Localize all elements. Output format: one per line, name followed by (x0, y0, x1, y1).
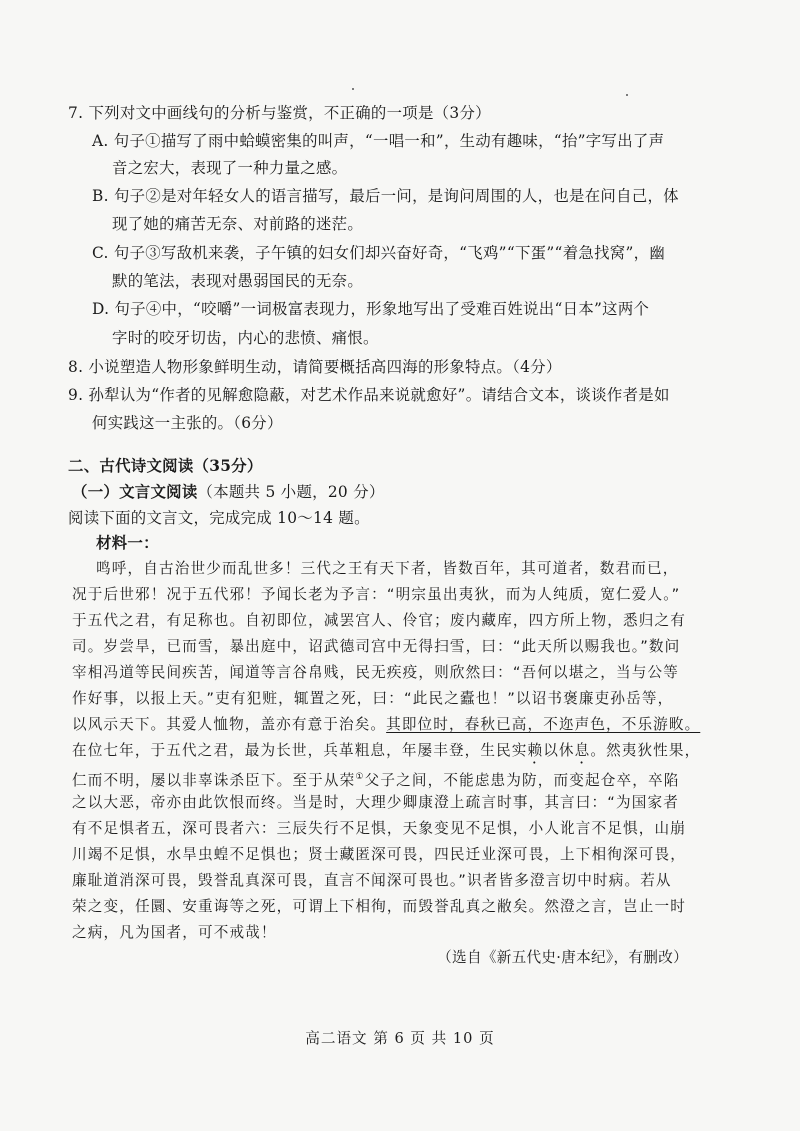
question-9-line2: 何实践这一主张的。（6分） (92, 414, 283, 432)
dotted-word: 赖 (527, 742, 544, 759)
option-d-line2: 字时的咬牙切齿，内心的悲愤、痛恨。 (112, 329, 379, 347)
passage-text: 。然夷狄性果， (590, 742, 701, 759)
passage-text: 仁而不明，屡以非辜诛杀臣下。至于从荣 (72, 771, 356, 789)
footnote-marker: ① (355, 772, 365, 782)
passage-line: 之病，凡为国者，可不戒哉！ (72, 924, 277, 941)
passage-line: 廉耻道消深可畏，毁誉乱真深可畏，直言不闻深可畏也。”识者皆多澄言切中时病。若从 (72, 872, 672, 889)
passage-line: 作好事，以报上天。”吏有犯赃，辄置之死，曰：“此民之蠹也！”以诏书褒廉吏孙岳等， (72, 690, 674, 707)
option-d-line1: D. 句子④中，“咬嚼”一词极富表现力，形象地写出了受难百姓说出“日本”这两个 (92, 300, 650, 318)
passage-line: 宰相冯道等民间疾苦，闻道等言谷帛贱，民无疾疫，则欣然曰：“吾何以堪之，当与公等 (72, 664, 679, 681)
passage-text: 父子之间，不能虑患为防，而变起仓卒，卒陷 (364, 771, 680, 789)
passage-line: 于五代之君，有足称也。自初即位，减罢宫人、伶官；废内藏库，四方所上物，悉归之有 (72, 612, 687, 629)
subsection-title: （一）文言文阅读 (72, 483, 198, 501)
scan-speck (626, 94, 628, 96)
passage-source: （选自《新五代史·唐本纪》，有删改） (437, 949, 688, 966)
reading-instruction: 阅读下面的文言文，完成完成 10～14 题。 (68, 509, 370, 527)
passage-line: 荣之变，任圜、安重诲等之死，可谓上下相徇，而毁誉乱真之敝矣。然澄之言，岂止一时 (72, 898, 687, 915)
dotted-word: 息 (574, 742, 591, 759)
option-b-line1: B. 句子②是对年轻女人的语言描写，最后一问，是询问周围的人，也是在问自己，体 (92, 187, 679, 205)
option-b-line2: 现了她的痛苦无奈、对前路的迷茫。 (112, 215, 364, 233)
passage-line: 川竭不足惧，水旱虫蝗不足惧也；贤士藏匿深可畏，四民迁业深可畏，上下相徇深可畏， (72, 846, 687, 863)
passage-line: 有不足惧者五，深可畏者六：三辰失行不足惧，天象变见不足惧，小人讹言不足惧，山崩 (72, 820, 687, 837)
passage-line: 鸣呼，自古治世少而乱世多！三代之王有天下者，皆数百年，其可道者，数君而已， (96, 560, 679, 577)
material-one-label: 材料一： (96, 534, 159, 552)
section-2-title: 二、古代诗文阅读（35分） (68, 457, 263, 475)
passage-line: 之以大恶，帝亦由此饮恨而终。当是时，大理少卿康澄上疏言时事，其言曰：“为国家者 (72, 794, 679, 811)
question-7-stem: 7. 下列对文中画线句的分析与鉴赏，不正确的一项是（3分） (68, 104, 491, 122)
question-9-line1: 9. 孙犁认为“作者的见解愈隐蔽，对艺术作品来说就愈好”。请结合文本，谈谈作者是如 (68, 386, 670, 404)
passage-text: 以风示天下。其爱人恤物，盖亦有意于治矣。 (72, 716, 387, 733)
passage-line: 况于后世邪！况于五代邪！予闻长老为予言：“明宗虽出夷狄，而为人纯质，宽仁爱人。” (72, 586, 681, 603)
option-c-line1: C. 句子③写敌机来袭，子午镇的妇女们却兴奋好奇，“飞鸡”“下蛋”“着急找窝”，幽 (92, 244, 666, 262)
subsection-scoring: （本题共 5 小题，20 分） (197, 483, 385, 501)
option-a-line2: 音之宏大，表现了一种力量之感。 (112, 159, 348, 177)
passage-line: 司。岁尝旱，已而雪，暴出庭中，诏武德司宫中无得扫雪，曰：“此天所以赐我也。”数问 (72, 638, 681, 655)
passage-text: 在位七年，于五代之君，最为长世，兵革粗息，年屡丰登，生民实 (72, 742, 528, 759)
option-a-line1: A. 句子①描写了雨中蛤蟆密集的叫声，“一唱一和”，生动有趣味，“抬”字写出了声 (92, 132, 665, 150)
scan-speck (352, 88, 354, 90)
subsection-heading (72, 481, 385, 503)
passage-line (72, 714, 700, 736)
passage-text: 以休 (543, 742, 575, 759)
underlined-sentence: 其即位时，春秋已高，不迩声色，不乐游畋。 (386, 716, 701, 733)
passage-line (72, 740, 700, 767)
page-footer: 高二语文 第 6 页 共 10 页 (305, 1030, 495, 1047)
option-c-line2: 默的笔法，表现对愚弱国民的无奈。 (112, 272, 364, 290)
question-8: 8. 小说塑造人物形象鲜明生动，请简要概括高四海的形象特点。（4分） (68, 358, 562, 376)
passage-line (72, 766, 680, 792)
